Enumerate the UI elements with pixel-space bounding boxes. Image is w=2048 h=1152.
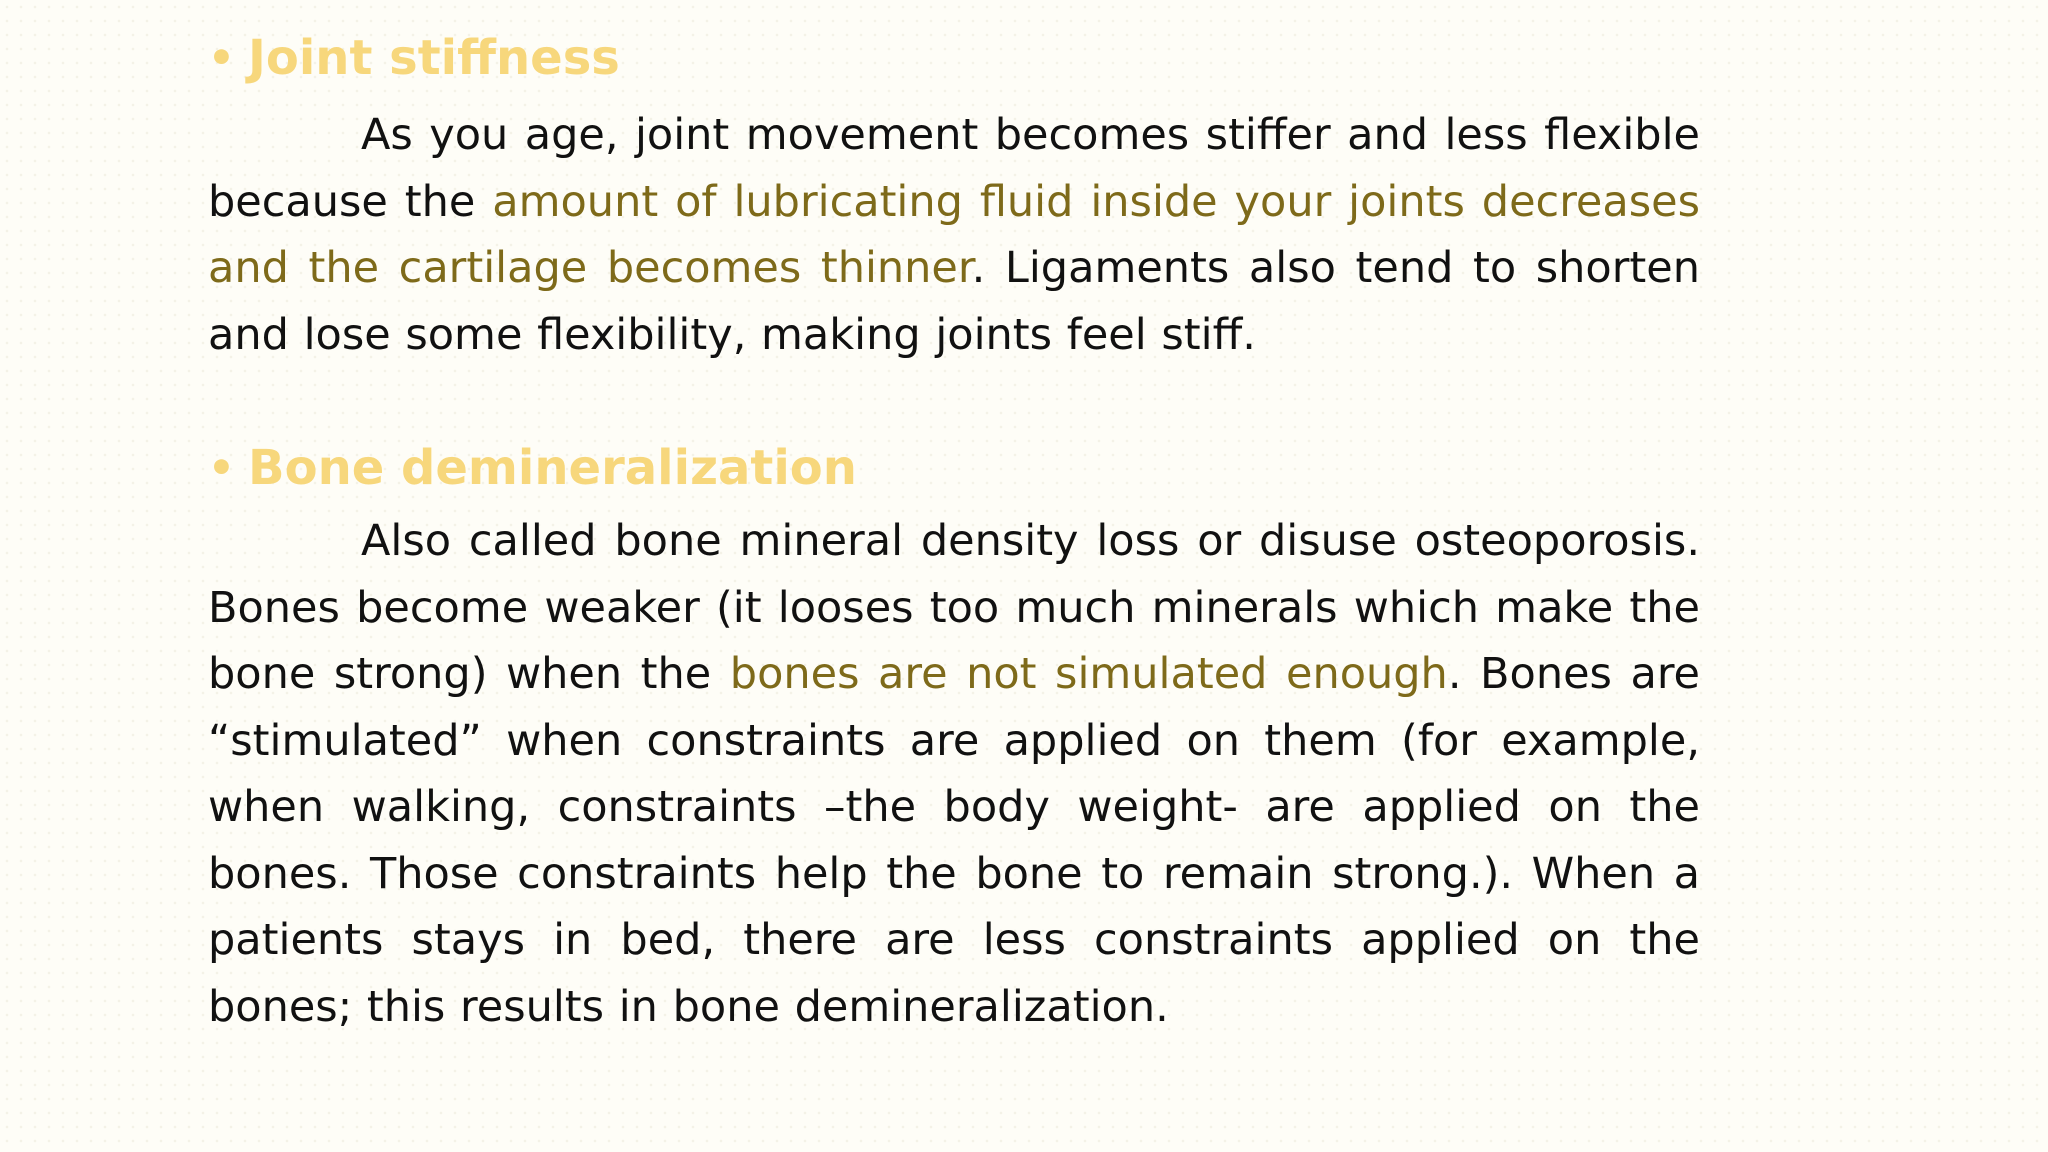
- paragraph-text: As you age, joint movement becomes stiffer and less flexible because the: [208, 110, 1700, 227]
- section-paragraph: [208, 508, 1700, 1040]
- section-heading-text: Bone demineralization: [248, 440, 857, 496]
- highlighted-text: amount of lubricating fluid inside your joints decreases and the cartilage becomes thinner: [208, 176, 1700, 293]
- section-heading-text: Joint stiffness: [248, 30, 620, 86]
- section-bone-demineralization: [208, 430, 1700, 1040]
- paragraph-text: . Bones are “stimulated” when constraints are applied on them (for example, when walking, constraints –the body weight- are applied on the bones. Those constraints help the bone to remain strong.). When a patients stays in bed, there are less constraints applied on the bones; this results in bone demineralization.: [208, 649, 1701, 1032]
- bullet-icon: •: [208, 443, 235, 492]
- slide-content: [208, 20, 1700, 1040]
- section-joint-stiffness: [208, 20, 1700, 368]
- bullet-icon: •: [208, 33, 235, 82]
- highlighted-text: bones are not simulated enough: [729, 649, 1448, 699]
- section-heading: [208, 20, 1700, 96]
- section-paragraph: [208, 102, 1700, 368]
- section-heading: [208, 430, 1700, 506]
- paragraph-text: Also called bone mineral density loss or disuse osteoporosis. Bones become weaker (it looses too much minerals which make the bone strong) when the: [208, 516, 1700, 699]
- paragraph-text: . Ligaments also tend to shorten and lose some flexibility, making joints feel stiff.: [208, 243, 1700, 360]
